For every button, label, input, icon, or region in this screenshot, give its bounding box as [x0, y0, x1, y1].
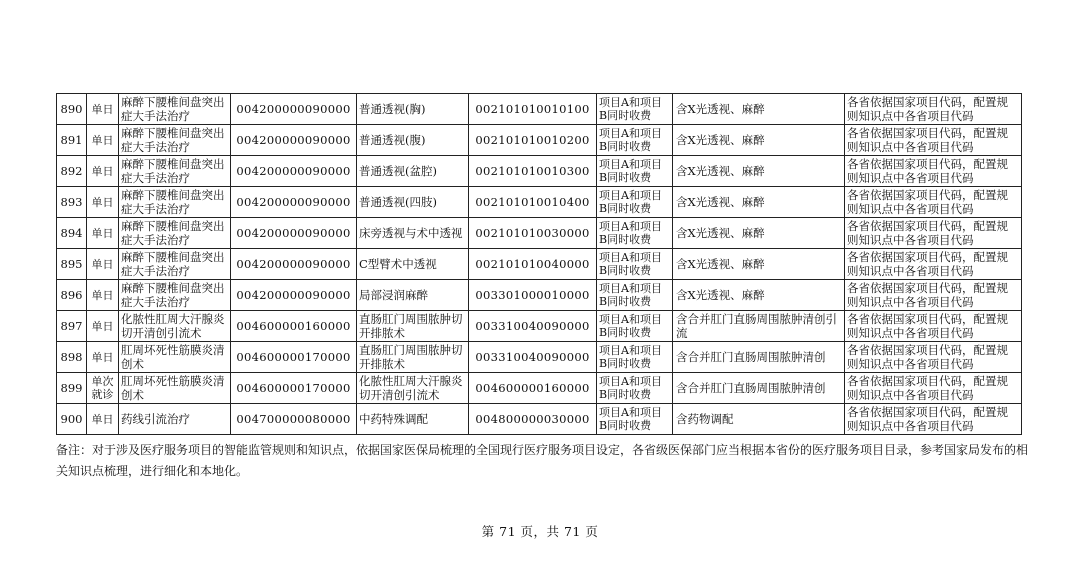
cell-remark: 各省依据国家项目代码，配置规则知识点中各省项目代码 — [845, 94, 1022, 125]
table-row — [57, 125, 1022, 156]
cell-note: 含合并肛门直肠周围脓肿清创引流 — [673, 311, 845, 342]
cell-related-code: 003301000010000 — [469, 280, 597, 311]
cell-note: 含药物调配 — [673, 404, 845, 435]
cell-number: 890 — [57, 94, 87, 125]
table-row — [57, 156, 1022, 187]
cell-item-name: 肛周坏死性筋膜炎清创术 — [119, 342, 231, 373]
cell-number: 896 — [57, 280, 87, 311]
cell-item-code: 004200000090000 — [231, 94, 357, 125]
cell-remark: 各省依据国家项目代码，配置规则知识点中各省项目代码 — [845, 125, 1022, 156]
cell-note: 含X光透视、麻醉 — [673, 156, 845, 187]
cell-note: 含X光透视、麻醉 — [673, 187, 845, 218]
cell-rule: 项目A和项目B同时收费 — [597, 373, 673, 404]
table-row — [57, 342, 1022, 373]
cell-remark: 各省依据国家项目代码，配置规则知识点中各省项目代码 — [845, 218, 1022, 249]
cell-related-name: 普通透视(盆腔) — [357, 156, 469, 187]
cell-related-code: 003310040090000 — [469, 311, 597, 342]
cell-related-name: 中药特殊调配 — [357, 404, 469, 435]
table-row — [57, 218, 1022, 249]
cell-related-name: 直肠肛门周围脓肿切开排脓术 — [357, 342, 469, 373]
cell-note: 含合并肛门直肠周围脓肿清创 — [673, 342, 845, 373]
cell-related-code: 002101010010200 — [469, 125, 597, 156]
cell-rule: 项目A和项目B同时收费 — [597, 280, 673, 311]
cell-item-code: 004600000160000 — [231, 311, 357, 342]
cell-item-code: 004700000080000 — [231, 404, 357, 435]
cell-item-code: 004200000090000 — [231, 125, 357, 156]
cell-related-name: 直肠肛门周围脓肿切开排脓术 — [357, 311, 469, 342]
cell-item-name: 麻醉下腰椎间盘突出症大手法治疗 — [119, 187, 231, 218]
cell-rule: 项目A和项目B同时收费 — [597, 249, 673, 280]
cell-related-name: 床旁透视与术中透视 — [357, 218, 469, 249]
cell-period: 单日 — [87, 404, 119, 435]
cell-remark: 各省依据国家项目代码，配置规则知识点中各省项目代码 — [845, 373, 1022, 404]
cell-related-name: 普通透视(四肢) — [357, 187, 469, 218]
table-row — [57, 311, 1022, 342]
cell-remark: 各省依据国家项目代码，配置规则知识点中各省项目代码 — [845, 156, 1022, 187]
table-row — [57, 373, 1022, 404]
cell-item-name: 麻醉下腰椎间盘突出症大手法治疗 — [119, 280, 231, 311]
page-number: 第 71 页，共 71 页 — [481, 524, 599, 539]
cell-item-code: 004200000090000 — [231, 187, 357, 218]
cell-period: 单日 — [87, 94, 119, 125]
cell-rule: 项目A和项目B同时收费 — [597, 187, 673, 218]
cell-number: 895 — [57, 249, 87, 280]
cell-rule: 项目A和项目B同时收费 — [597, 94, 673, 125]
cell-item-code: 004200000090000 — [231, 156, 357, 187]
cell-note: 含X光透视、麻醉 — [673, 249, 845, 280]
cell-related-name: 普通透视(腹) — [357, 125, 469, 156]
cell-period: 单日 — [87, 249, 119, 280]
cell-item-name: 麻醉下腰椎间盘突出症大手法治疗 — [119, 249, 231, 280]
cell-rule: 项目A和项目B同时收费 — [597, 311, 673, 342]
cell-number: 898 — [57, 342, 87, 373]
cell-related-code: 002101010010300 — [469, 156, 597, 187]
cell-remark: 各省依据国家项目代码，配置规则知识点中各省项目代码 — [845, 280, 1022, 311]
cell-related-code: 004800000030000 — [469, 404, 597, 435]
table-row — [57, 249, 1022, 280]
cell-related-code: 003310040090000 — [469, 342, 597, 373]
table-body — [57, 94, 1022, 435]
cell-item-name: 药线引流治疗 — [119, 404, 231, 435]
cell-item-name: 麻醉下腰椎间盘突出症大手法治疗 — [119, 94, 231, 125]
cell-related-name: C型臂术中透视 — [357, 249, 469, 280]
cell-related-name: 局部浸润麻醉 — [357, 280, 469, 311]
cell-period: 单次就诊 — [87, 373, 119, 404]
cell-period: 单日 — [87, 125, 119, 156]
footnote: 备注：对于涉及医疗服务项目的智能监管规则和知识点，依据国家医保局梳理的全国现行医疗服务项目设定，各省级医保部门应当根据本省份的医疗服务项目目录，参考国家局发布的相关知识点梳理，进行细化和本地化。 — [56, 443, 1029, 478]
cell-rule: 项目A和项目B同时收费 — [597, 125, 673, 156]
rules-table — [56, 93, 1022, 435]
cell-number: 900 — [57, 404, 87, 435]
cell-rule: 项目A和项目B同时收费 — [597, 218, 673, 249]
cell-item-code: 004200000090000 — [231, 249, 357, 280]
cell-related-name: 普通透视(胸) — [357, 94, 469, 125]
cell-remark: 各省依据国家项目代码，配置规则知识点中各省项目代码 — [845, 342, 1022, 373]
cell-number: 897 — [57, 311, 87, 342]
cell-remark: 各省依据国家项目代码，配置规则知识点中各省项目代码 — [845, 311, 1022, 342]
cell-remark: 各省依据国家项目代码，配置规则知识点中各省项目代码 — [845, 404, 1022, 435]
cell-note: 含合并肛门直肠周围脓肿清创 — [673, 373, 845, 404]
cell-related-name: 化脓性肛周大汗腺炎切开清创引流术 — [357, 373, 469, 404]
cell-note: 含X光透视、麻醉 — [673, 94, 845, 125]
table-row — [57, 280, 1022, 311]
cell-note: 含X光透视、麻醉 — [673, 125, 845, 156]
cell-related-code: 004600000160000 — [469, 373, 597, 404]
table-row — [57, 187, 1022, 218]
cell-item-code: 004600000170000 — [231, 342, 357, 373]
cell-period: 单日 — [87, 280, 119, 311]
cell-item-name: 麻醉下腰椎间盘突出症大手法治疗 — [119, 125, 231, 156]
cell-number: 894 — [57, 218, 87, 249]
cell-rule: 项目A和项目B同时收费 — [597, 404, 673, 435]
cell-period: 单日 — [87, 342, 119, 373]
cell-related-code: 002101010040000 — [469, 249, 597, 280]
cell-remark: 各省依据国家项目代码，配置规则知识点中各省项目代码 — [845, 249, 1022, 280]
cell-item-code: 004200000090000 — [231, 218, 357, 249]
cell-number: 891 — [57, 125, 87, 156]
cell-item-name: 肛周坏死性筋膜炎清创术 — [119, 373, 231, 404]
cell-rule: 项目A和项目B同时收费 — [597, 342, 673, 373]
cell-related-code: 002101010010400 — [469, 187, 597, 218]
table-row — [57, 94, 1022, 125]
cell-note: 含X光透视、麻醉 — [673, 280, 845, 311]
cell-period: 单日 — [87, 311, 119, 342]
cell-note: 含X光透视、麻醉 — [673, 218, 845, 249]
cell-period: 单日 — [87, 156, 119, 187]
cell-rule: 项目A和项目B同时收费 — [597, 156, 673, 187]
cell-related-code: 002101010010100 — [469, 94, 597, 125]
cell-remark: 各省依据国家项目代码，配置规则知识点中各省项目代码 — [845, 187, 1022, 218]
cell-number: 892 — [57, 156, 87, 187]
cell-period: 单日 — [87, 187, 119, 218]
cell-item-name: 麻醉下腰椎间盘突出症大手法治疗 — [119, 156, 231, 187]
cell-related-code: 002101010030000 — [469, 218, 597, 249]
cell-number: 899 — [57, 373, 87, 404]
cell-item-code: 004600000170000 — [231, 373, 357, 404]
cell-item-name: 麻醉下腰椎间盘突出症大手法治疗 — [119, 218, 231, 249]
cell-item-code: 004200000090000 — [231, 280, 357, 311]
cell-number: 893 — [57, 187, 87, 218]
table-row — [57, 404, 1022, 435]
cell-item-name: 化脓性肛周大汗腺炎切开清创引流术 — [119, 311, 231, 342]
cell-period: 单日 — [87, 218, 119, 249]
